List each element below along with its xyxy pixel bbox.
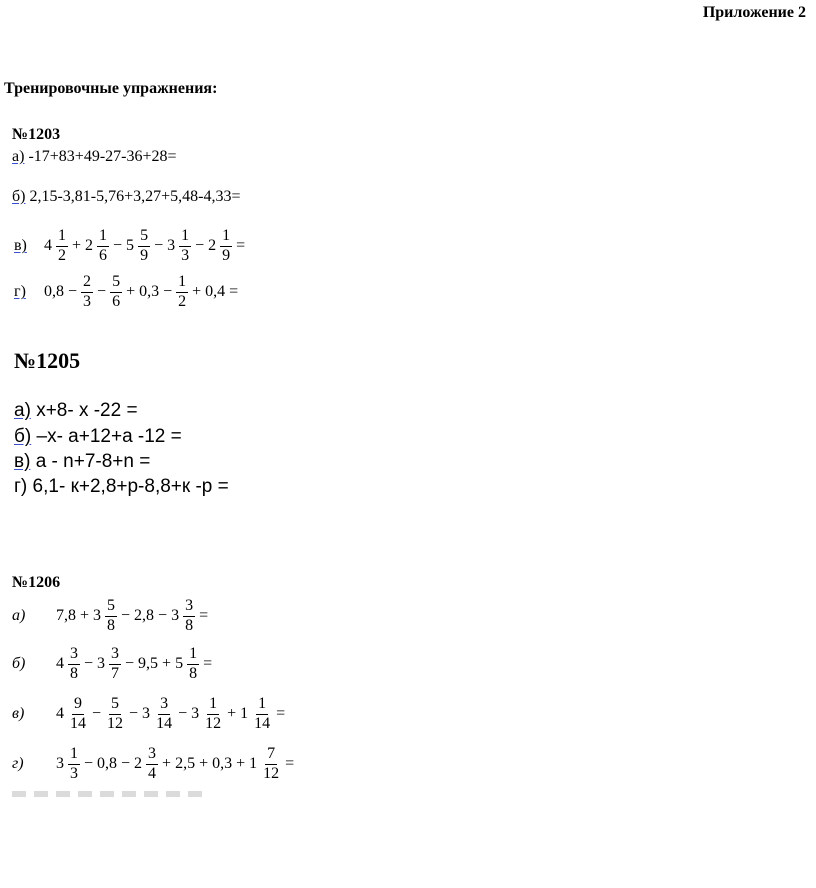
ex1206-b-label: б) bbox=[12, 655, 26, 673]
eq-text: = bbox=[236, 237, 246, 255]
denominator: 3 bbox=[83, 292, 92, 310]
numerator: 5 bbox=[138, 228, 150, 247]
ex1205-item-v bbox=[14, 451, 150, 473]
eq-text: 0,8 − bbox=[44, 283, 78, 301]
fraction bbox=[138, 228, 150, 265]
denominator: 3 bbox=[181, 246, 190, 264]
eq-text: − 5 bbox=[113, 237, 135, 255]
ex1205-v-expr: а - n+7-8+n = bbox=[35, 451, 151, 472]
denominator: 9 bbox=[140, 246, 149, 264]
eq-text: + 0,3 − bbox=[126, 283, 173, 301]
denominator: 12 bbox=[263, 764, 280, 782]
denominator: 14 bbox=[254, 714, 271, 732]
ex1206-item-v bbox=[10, 696, 287, 733]
numerator: 1 bbox=[207, 696, 219, 715]
exercise-1205-number: №1205 bbox=[14, 348, 81, 373]
fraction bbox=[56, 228, 68, 265]
cropped-text-remnant bbox=[12, 791, 202, 797]
fraction bbox=[68, 746, 80, 783]
eq-text: − 0,8 − 2 bbox=[84, 755, 143, 773]
denominator: 14 bbox=[70, 714, 86, 732]
ex1203-item-a bbox=[12, 148, 177, 166]
denominator: 3 bbox=[70, 764, 78, 782]
ex1206-item-g bbox=[10, 746, 296, 783]
denominator: 4 bbox=[148, 764, 157, 782]
eq-text: − 3 bbox=[178, 705, 200, 723]
numerator: 1 bbox=[220, 228, 232, 247]
fraction bbox=[252, 696, 272, 733]
ex1203-b-expr: 2,15-3,81-5,76+3,27+5,48-4,33= bbox=[29, 188, 241, 205]
eq-text: − 3 bbox=[129, 705, 151, 723]
eq-text: 4 bbox=[44, 237, 52, 255]
fraction bbox=[203, 696, 223, 733]
fraction bbox=[261, 746, 281, 783]
ex1203-a-label: а) bbox=[12, 148, 25, 165]
numerator: 1 bbox=[68, 746, 80, 765]
ex1203-item-g bbox=[12, 274, 240, 311]
eq-text: + 0,4 = bbox=[192, 283, 239, 301]
ex1205-a-expr: х+8- х -22 = bbox=[36, 400, 138, 421]
ex1205-item-g bbox=[14, 476, 229, 498]
numerator: 5 bbox=[109, 696, 121, 715]
fraction bbox=[109, 646, 121, 683]
eq-text: = bbox=[285, 755, 295, 773]
ex1206-v-label: в) bbox=[12, 705, 25, 723]
eq-text: 7,8 + 3 bbox=[56, 607, 102, 625]
fraction bbox=[81, 274, 93, 311]
ex1206-item-b bbox=[10, 646, 214, 683]
eq-text: − 9,5 + 5 bbox=[125, 655, 184, 673]
numerator: 1 bbox=[97, 228, 109, 247]
denominator: 8 bbox=[185, 616, 194, 634]
eq-text: − 3 bbox=[154, 237, 176, 255]
ex1205-a-label: а) bbox=[14, 400, 31, 421]
denominator: 9 bbox=[222, 246, 231, 264]
fraction bbox=[176, 274, 188, 311]
denominator: 6 bbox=[99, 246, 108, 264]
fraction bbox=[220, 228, 232, 265]
denominator: 12 bbox=[107, 714, 124, 732]
ex1203-item-b bbox=[12, 188, 241, 206]
numerator: 1 bbox=[179, 228, 191, 247]
denominator: 12 bbox=[205, 714, 222, 732]
denominator: 8 bbox=[70, 664, 78, 682]
ex1205-g-label: г) bbox=[14, 476, 28, 497]
numerator: 3 bbox=[158, 696, 170, 715]
eq-text: 4 bbox=[56, 705, 64, 723]
ex1203-g-label: г) bbox=[14, 283, 26, 301]
fraction bbox=[68, 696, 88, 733]
ex1203-v-label: в) bbox=[14, 237, 27, 255]
fraction bbox=[105, 696, 125, 733]
denominator: 2 bbox=[178, 292, 187, 310]
fraction bbox=[146, 746, 158, 783]
eq-text: = bbox=[199, 607, 209, 625]
denominator: 8 bbox=[107, 616, 116, 634]
ex1205-v-label: в) bbox=[14, 451, 31, 472]
eq-text: + 1 bbox=[227, 705, 249, 723]
numerator: 1 bbox=[56, 228, 68, 247]
eq-text: + 2,5 + 0,3 + 1 bbox=[162, 755, 258, 773]
numerator: 5 bbox=[105, 598, 117, 617]
eq-text: = bbox=[203, 655, 213, 673]
denominator: 14 bbox=[156, 714, 173, 732]
numerator: 1 bbox=[187, 646, 199, 665]
numerator: 3 bbox=[146, 746, 158, 765]
eq-text: + 2 bbox=[72, 237, 94, 255]
section-title: Тренировочные упражнения: bbox=[4, 80, 218, 97]
eq-text: = bbox=[276, 705, 286, 723]
ex1205-item-a bbox=[14, 400, 138, 422]
eq-text: 3 bbox=[56, 755, 64, 773]
denominator: 2 bbox=[58, 246, 66, 264]
fraction bbox=[105, 598, 117, 635]
numerator: 1 bbox=[256, 696, 268, 715]
ex1205-b-label: б) bbox=[14, 426, 32, 447]
ex1205-item-b bbox=[14, 426, 182, 448]
numerator: 1 bbox=[176, 274, 188, 293]
eq-text: − bbox=[97, 283, 107, 301]
fraction bbox=[179, 228, 191, 265]
fraction bbox=[97, 228, 109, 265]
fraction bbox=[187, 646, 199, 683]
ex1203-a-expr: -17+83+49-27-36+28= bbox=[28, 148, 177, 165]
exercise-1203-number: №1203 bbox=[12, 126, 61, 143]
ex1203-b-label: б) bbox=[12, 188, 26, 205]
eq-text: − 3 bbox=[84, 655, 106, 673]
denominator: 7 bbox=[111, 664, 120, 682]
ex1206-a-label: а) bbox=[12, 607, 26, 625]
fraction bbox=[68, 646, 80, 683]
numerator: 3 bbox=[183, 598, 195, 617]
ex1205-g-expr: 6,1- к+2,8+р-8,8+к -р = bbox=[32, 476, 229, 497]
denominator: 6 bbox=[112, 292, 121, 310]
fraction bbox=[110, 274, 122, 311]
ex1205-b-expr: –х- а+12+а -12 = bbox=[36, 426, 182, 447]
appendix-title: Приложение 2 bbox=[702, 4, 806, 21]
eq-text: − 2 bbox=[195, 237, 217, 255]
numerator: 7 bbox=[265, 746, 277, 765]
ex1206-item-a bbox=[10, 598, 210, 635]
eq-text: 4 bbox=[56, 655, 64, 673]
ex1203-item-v bbox=[12, 228, 247, 265]
eq-text: − 2,8 − 3 bbox=[121, 607, 180, 625]
exercise-1206-number: №1206 bbox=[12, 574, 61, 591]
denominator: 8 bbox=[189, 664, 198, 682]
numerator: 2 bbox=[81, 274, 93, 293]
ex1206-g-label: г) bbox=[12, 755, 24, 773]
fraction bbox=[154, 696, 174, 733]
numerator: 5 bbox=[110, 274, 122, 293]
numerator: 3 bbox=[109, 646, 121, 665]
fraction bbox=[183, 598, 195, 635]
numerator: 3 bbox=[68, 646, 80, 665]
eq-text: − bbox=[92, 705, 102, 723]
numerator: 9 bbox=[72, 696, 84, 715]
